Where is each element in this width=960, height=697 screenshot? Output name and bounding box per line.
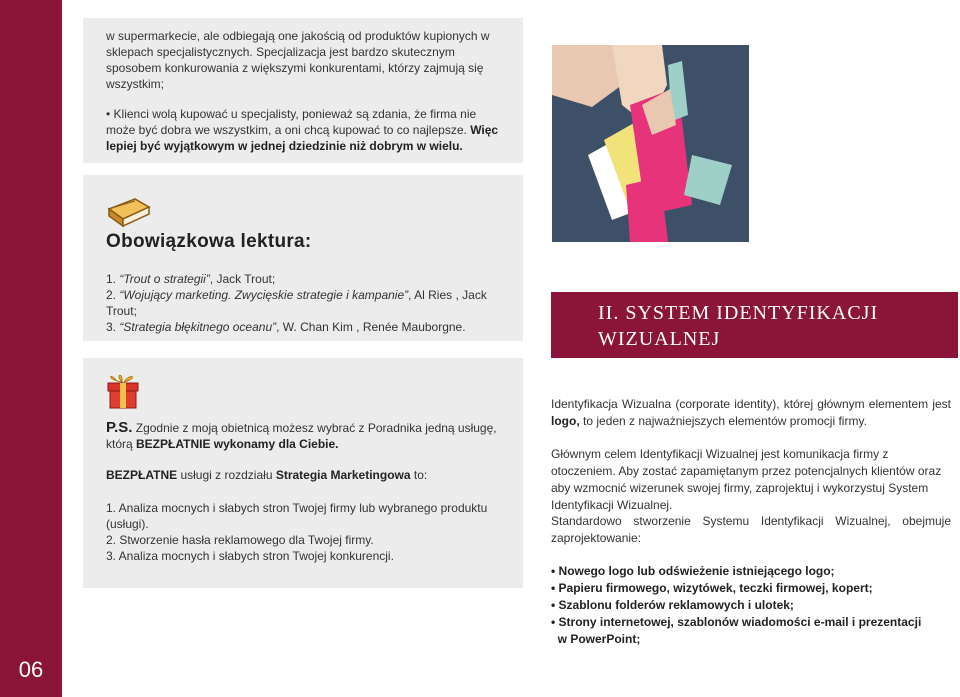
section-bullets [551,563,951,648]
section-bullet: • Strony internetowej, szablonów wiadomości e-mail i prezentacji [551,615,922,629]
reading-item-1: 1. “Trout o strategii”, Jack Trout; [106,272,276,286]
hand-cards-illustration [552,45,749,242]
ps-list [106,500,505,564]
reading-item-3: 3. “Strategia błękitnego oceanu”, W. Chan Kim , Renée Mauborgne. [106,320,466,334]
section-p1: Identyfikacja Wizualna (corporate identity), której głównym elementem jest logo, to jeden z najważniejszych elementów promocji firmy. [551,397,951,428]
section-p2: Głównym celem Identyfikacji Wizualnej jest komunikacja firmy z otoczeniem. Aby zostać zapamiętanym przez potencjalnych klientów oraz aby wzmocnić wizerunek swojej firmy, zaprojektuj i wykorzystuj System Identyfikacji Wizualnej. [551,447,942,512]
intro-paragraph: w supermarkecie, ale odbiegają one jakością od produktów kupionych w sklepach specjalistycznych. Specjalizacja jest bardzo skutecznym sposobem konkurowania z większymi konkurentami, którzy zajmują się wszystkim; [106,29,490,91]
section-bullet: • Szablonu folderów reklamowych i ulotek; [551,598,794,612]
reading-item-2: 2. “Wojujący marketing. Zwycięskie strategie i kampanie”, Al Ries , Jack Trout; [106,288,487,318]
ps-paragraph: P.S. Zgodnie z moją obietnicą możesz wybrać z Poradnika jedną usługę, którą BEZPŁATNIE wykonamy dla Ciebie. [106,419,497,451]
ps-item: 1. Analiza mocnych i słabych stron Twojej firmy lub wybranego produktu (usługi). [106,501,488,531]
sidebar-band [0,0,62,697]
section-bullet: • Papieru firmowego, wizytówek, teczki firmowej, kopert; [551,581,873,595]
section-bullet: • Nowego logo lub odświeżenie istniejącego logo; [551,564,835,578]
intro-bullet [106,106,505,154]
ps-free-line: BEZPŁATNE usługi z rozdziału Strategia Marketingowa to: [106,468,428,482]
reading-panel [83,175,523,341]
gift-icon [105,370,141,410]
intro-bullet-bold: Więc lepiej być wyjątkowym w jednej dziedzinie niż dobrym w wielu. [106,123,499,153]
ps-panel [83,358,523,588]
intro-bullet-text: • Klienci wolą kupować u specjalisty, ponieważ są zdania, że firma nie może być dobra we wszystkim, a oni chcą kupować to co najlepsze. [106,107,477,137]
page-number: 06 [18,657,44,682]
section-p3: Standardowo stworzenie Systemu Identyfikacji Wizualnej, obejmuje zaprojektowanie: [551,514,951,545]
reading-list [106,271,505,335]
ps-item: 2. Stworzenie hasła reklamowego dla Twojej firmy. [106,533,374,547]
intro-panel [83,18,523,163]
ps-item: 3. Analiza mocnych i słabych stron Twojej konkurencji. [106,549,394,563]
section-bullet: w PowerPoint; [551,632,641,646]
reading-title: Obowiązkowa lektura: [106,231,312,252]
section-title: II. SYSTEM IDENTYFIKACJI WIZUALNEJ [551,292,958,358]
book-icon [105,193,151,229]
